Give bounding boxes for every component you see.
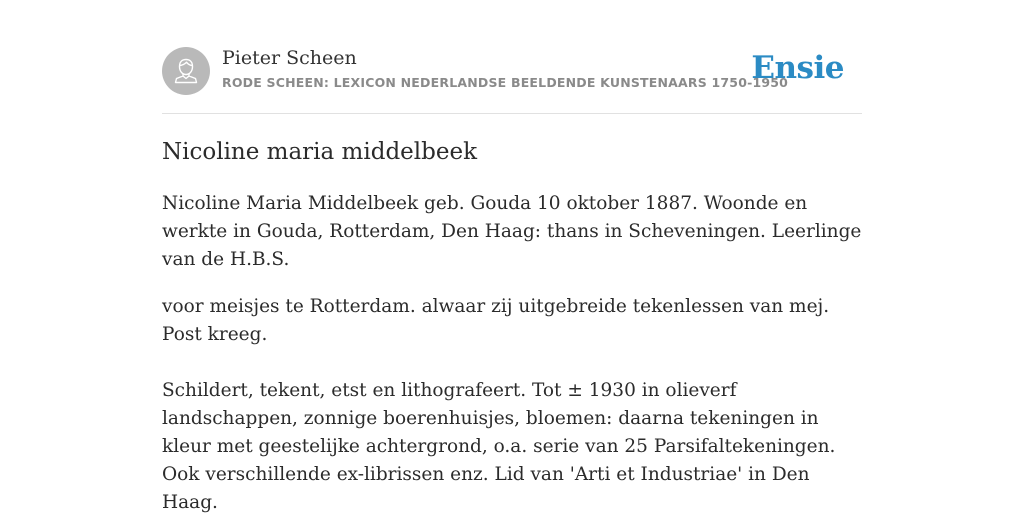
entry-paragraph-1: Nicoline Maria Middelbeek geb. Gouda 10 oktober 1887. Woonde en werkte in Gouda, Rotterdam, Den Haag: thans in Scheveningen. Leerlinge van de H.B.S. <box>162 193 862 270</box>
entry-paragraph-2: voor meisjes te Rotterdam. alwaar zij uitgebreide tekenlessen van mej. Post kreeg. <box>162 296 830 345</box>
entry-card <box>162 46 862 513</box>
ensie-logo[interactable]: Ensie <box>751 50 844 86</box>
source-title[interactable]: RODE SCHEEN: LEXICON NEDERLANDSE BEELDENDE KUNSTENAARS 1750-1950 <box>222 75 789 90</box>
user-icon <box>162 47 210 95</box>
entry-body <box>162 190 862 517</box>
entry-paragraph-3: Schildert, tekent, etst en lithografeert. Tot ± 1930 in olieverf landschappen, zonnige boerenhuisjes, bloemen: daarna tekeningen in kleur met geestelijke achtergrond, o.a. serie van 25 Parsifaltekeningen. Ook verschillende ex-librissen enz. Lid van 'Arti et Industriae' in Den Haag. <box>162 380 836 513</box>
entry-header <box>162 46 862 96</box>
author-name[interactable]: Pieter Scheen <box>222 47 357 69</box>
entry-title: Nicoline maria middelbeek <box>162 139 478 165</box>
header-divider <box>162 113 862 114</box>
author-avatar[interactable] <box>162 47 210 95</box>
